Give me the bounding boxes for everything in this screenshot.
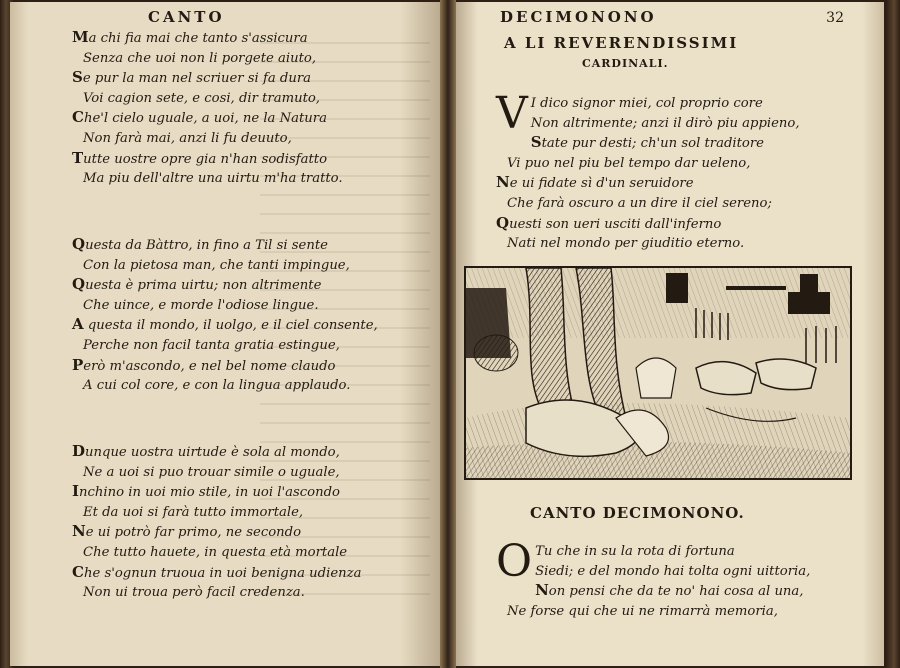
woodcut-illustration	[464, 266, 852, 480]
stanza-line: Questa è prima uirtu; non altrimente	[72, 275, 322, 294]
stanza-line: Però m'ascondo, e nel bel nome claudo	[72, 355, 336, 374]
stanza-line: Non farà mai, anzi li fu deuuto,	[83, 130, 292, 146]
running-head: DECIMONONO	[500, 8, 657, 26]
stanza-line: Non ui troua però facil credenza.	[83, 585, 305, 601]
stanza-line: Ma chi fia mai che tanto s'assicura	[72, 28, 308, 46]
stanza-line: Questi son ueri usciti dall'inferno	[496, 213, 722, 232]
book-gutter	[440, 0, 456, 668]
battle-scene-woodcut	[466, 268, 850, 478]
canto-title: CANTO DECIMONONO.	[530, 504, 745, 522]
stanza-2	[72, 235, 378, 396]
folio-number: 32	[826, 10, 844, 26]
stanza-line: Se pur la man nel scriuer si fa dura	[72, 68, 311, 87]
stanza-line: A cui col core, e con la lingua applaudo.	[83, 378, 351, 394]
stanza-line: Dunque uostra uirtude è sola al mondo,	[72, 442, 340, 460]
stanza-line: Voi cagion sete, e cosi, dir tramuto,	[83, 90, 320, 106]
running-head: CANTO	[148, 8, 225, 26]
stanza-line: A questa il mondo, il uolgo, e il ciel consente,	[72, 315, 378, 334]
stanza-3	[72, 442, 361, 603]
dedication-stanza	[496, 88, 800, 254]
dedication-title: A LI REVERENDISSIMI	[504, 34, 739, 52]
left-page	[10, 2, 444, 666]
stanza-line: Inchino in uoi mio stile, in uoi l'ascondo	[72, 482, 340, 501]
right-page	[452, 2, 884, 666]
stanza-line: Che tutto hauete, in questa età mortale	[83, 544, 348, 560]
stanza-line: Ne forse qui che ui ne rimarrà memoria,	[507, 603, 778, 619]
stanza-line: State pur desti; ch'un sol traditore	[530, 133, 764, 152]
stanza-line: Ne a uoi si puo trouar simile o uguale,	[83, 464, 340, 480]
drop-capital: O	[496, 536, 533, 587]
stanza-line: Senza che uoi non li porgete aiuto,	[83, 50, 317, 66]
stanza-line: Ma piu dell'altre una uirtu m'ha tratto.	[83, 171, 343, 187]
stanza-line: Et da uoi si farà tutto immortale,	[83, 504, 304, 520]
stanza-line: Questa da Bàttro, in fino a Til si sente	[72, 235, 328, 253]
stanza-line-text: Tu che in su la rota di fortuna	[535, 544, 735, 559]
stanza-line: Non pensi che da te no' hai cosa al una,	[535, 581, 804, 600]
stanza-line: Perche non facil tanta gratia estingue,	[83, 337, 340, 353]
stanza-line: Siedi; e del mondo hai tolta ogni uittoria,	[535, 563, 811, 579]
stanza-line-text: I dico signor miei, col proprio core	[530, 96, 763, 111]
dedication-subtitle: CARDINALI.	[582, 57, 669, 70]
stanza-line: Che uince, e morde l'odiose lingue.	[83, 297, 319, 313]
stanza-1	[72, 28, 343, 189]
drop-capital: V	[496, 88, 528, 139]
stanza-line: Vi puo nel piu bel tempo dar ueleno,	[507, 155, 751, 171]
stanza-line: Che s'ognun truoua in uoi benigna udienza	[72, 562, 362, 581]
stanza-line: Ne ui fidate sì d'un seruidore	[496, 173, 694, 192]
stanza-line: Ne ui potrò far primo, ne secondo	[72, 522, 302, 541]
canto-opening-stanza	[496, 536, 811, 621]
stanza-lines	[496, 114, 800, 254]
stanza-lines	[496, 562, 811, 622]
stanza-line: Tutte uostre opre gia n'han sodisfatto	[72, 148, 328, 167]
stanza-line: Con la pietosa man, che tanti impingue,	[83, 257, 350, 273]
stanza-line: Nati nel mondo per giuditio eterno.	[507, 236, 745, 252]
stanza-line: Non altrimente; anzi il dirò piu appieno,	[530, 115, 800, 131]
stanza-line: Che'l cielo uguale, a uoi, ne la Natura	[72, 108, 327, 127]
stanza-line: Che farà oscuro a un dire il ciel sereno;	[507, 195, 772, 211]
